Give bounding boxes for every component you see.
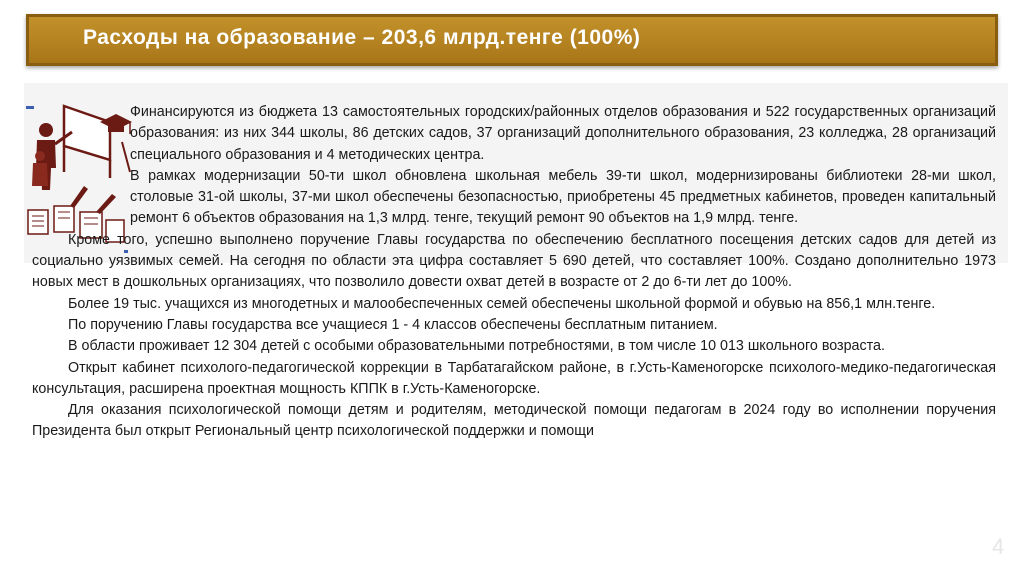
paragraph-meals: По поручению Главы государства все учащиеся 1 - 4 классов обеспечены бесплатным питанием. xyxy=(68,316,718,333)
title-bar xyxy=(26,14,998,66)
paragraph-psychological-center: Для оказания психологической помощи детям и родителям, методической помощи педагогам в 2024 году во исполнении поручения Президента был открыт Региональный центр психологической поддержки и помощи xyxy=(32,402,996,440)
paragraph-correction-cabinet: Открыт кабинет психолого-педагогической коррекции в Тарбатагайском районе, в г.Усть-Каменогорске психолого-медико-педагогическая консультация, расширена проектная мощность КППК в г.Усть-Каменогорске. xyxy=(32,359,996,397)
paragraph-special-needs: В области проживает 12 304 детей с особыми образовательными потребностями, в том числе 10 013 школьного возраста. xyxy=(68,338,885,355)
paragraph-kindergartens: Кроме того, успешно выполнено поручение Главы государства по обеспечению бесплатного посещения детских садов для детей из социально уязвимых семей. На сегодня по области эта цифра составляет 5 690 детей, что составляет 100%. Создано дополнительно 1973 новых мест в дошкольных организациях, что позволило довести охват детей в возрасте от 2 до 6-ти лет до 100%. xyxy=(32,231,996,291)
paragraph-uniforms: Более 19 тыс. учащихся из многодетных и малообеспеченных семей обеспечены школьной формой и обувью на 856,1 млн.тенге. xyxy=(68,295,936,312)
body-text xyxy=(32,102,996,443)
slide-number: 4 xyxy=(992,534,1005,559)
paragraph-modernization: В рамках модернизации 50-ти школ обновлена школьная мебель 39-ти школ, модернизированы библиотеки 28-ми школ, столовые 31-ой школы, 37-ми школ обеспечены безопасностью, приобретены 45 предметных кабинетов, проведен капитальный ремонт 6 объектов образования на 1,3 млрд. тенге, текущий ремонт 90 объектов на 1,9 млрд. тенге. xyxy=(130,167,996,227)
slide-title: Расходы на образование – 203,6 млрд.тенге (100%) xyxy=(83,26,641,49)
paragraph-funding: Финансируются из бюджета 13 самостоятельных городских/районных отделов образования и 522 государственных организаций образования: из них 344 школы, 86 детских садов, 37 организаций дополнительного образования, 23 колледжа, 28 организаций специального образования и 4 методических центра. xyxy=(130,104,996,163)
